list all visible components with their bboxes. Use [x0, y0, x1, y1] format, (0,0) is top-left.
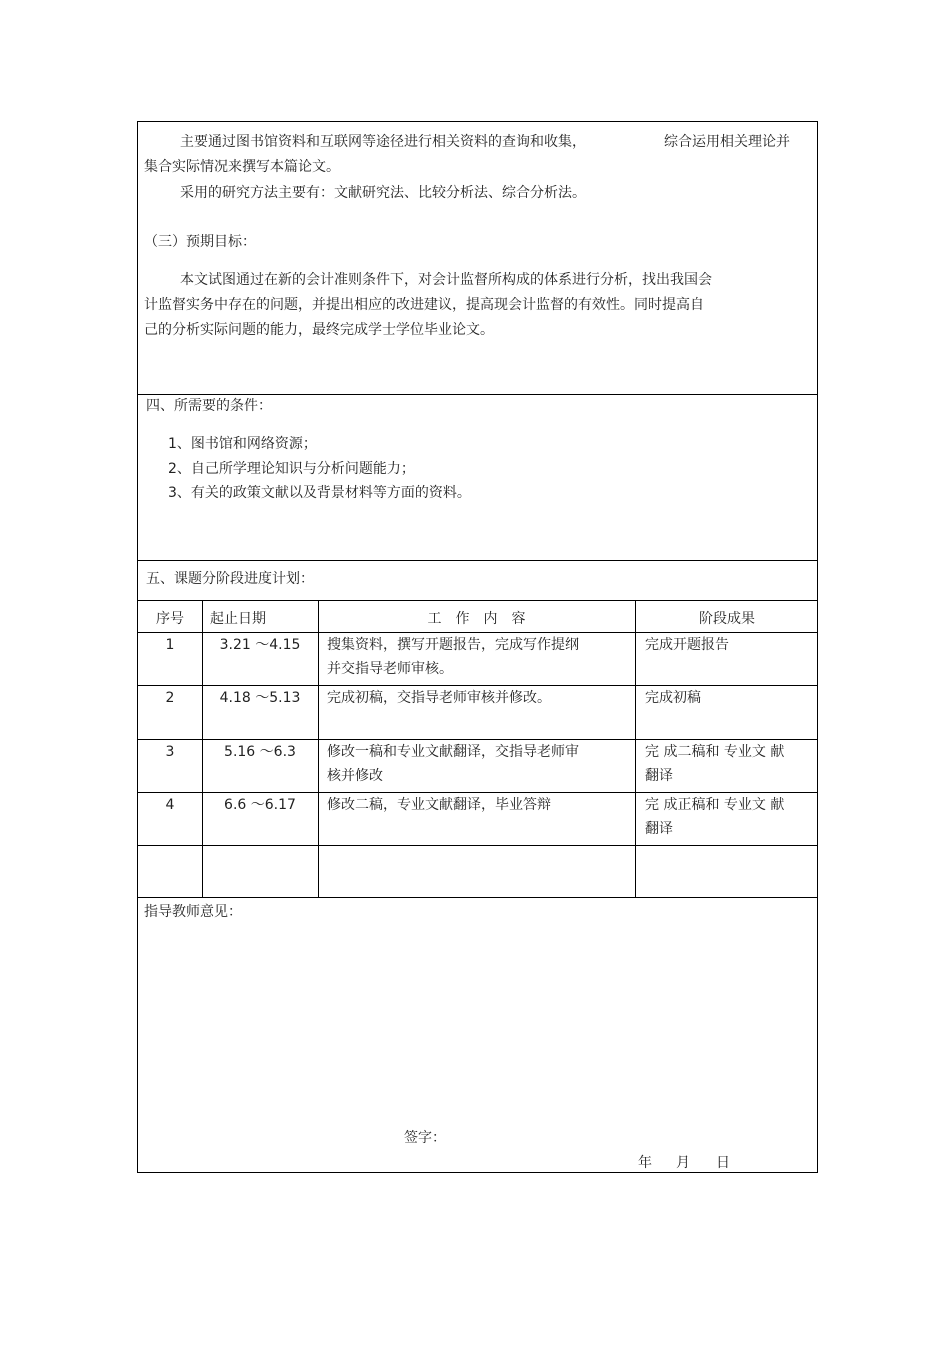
advisor-heading: 指导教师意见：: [144, 904, 242, 920]
row-no: 1: [165, 637, 175, 653]
row-result: 完成初稿: [645, 690, 701, 706]
date-month-label: 月: [676, 1155, 690, 1171]
date-day-label: 日: [716, 1155, 730, 1171]
row-no: 3: [165, 744, 175, 760]
paragraph-text: 采用的研究方法主要有：文献研究法、比较分析法、综合分析法。: [180, 185, 586, 201]
row-content: 核并修改: [327, 768, 383, 784]
paragraph-text: 己的分析实际问题的能力，最终完成学士学位毕业论文。: [144, 322, 494, 338]
list-item: 2、自己所学理论知识与分析问题能力；: [168, 461, 415, 477]
row-content: 完成初稿，交指导老师审核并修改。: [327, 690, 551, 706]
divider: [138, 845, 817, 846]
row-date: 3.21 ～4.15: [219, 637, 301, 653]
divider: [138, 600, 817, 601]
subheading: （三）预期目标：: [144, 234, 256, 250]
row-result: 完 成二稿和 专业文 献: [645, 744, 785, 760]
column-header-content: 工 作 内 容: [427, 611, 526, 627]
list-item: 3、有关的政策文献以及背景材料等方面的资料。: [168, 485, 471, 501]
column-header-date: 起止日期: [210, 611, 266, 627]
divider: [138, 560, 817, 561]
row-no: 2: [165, 690, 175, 706]
list-item: 1、图书馆和网络资源；: [168, 436, 317, 452]
paragraph-text: 主要通过图书馆资料和互联网等途径进行相关资料的查询和收集，: [180, 134, 586, 150]
paragraph-text: 集合实际情况来撰写本篇论文。: [144, 159, 340, 175]
row-result: 完 成正稿和 专业文 献: [645, 797, 785, 813]
column-header-result: 阶段成果: [699, 611, 755, 627]
proposal-form-table: [137, 121, 818, 1173]
divider: [138, 897, 817, 898]
row-date: 4.18 ～5.13: [219, 690, 301, 706]
section-heading: 五、课题分阶段进度计划：: [146, 571, 314, 587]
row-result: 翻译: [645, 821, 673, 837]
column-header-no: 序号: [156, 611, 184, 627]
paragraph-text: 计监督实务中存在的问题，并提出相应的改进建议，提高现会计监督的有效性。同时提高自: [144, 297, 704, 313]
row-date: 5.16 ～6.3: [224, 744, 296, 760]
row-content: 修改一稿和专业文献翻译，交指导老师审: [327, 744, 579, 760]
column-divider: [635, 600, 636, 897]
signature-label: 签字：: [404, 1130, 446, 1146]
row-result: 完成开题报告: [645, 637, 729, 653]
row-date: 6.6 ～6.17: [224, 797, 296, 813]
divider: [138, 394, 817, 395]
row-no: 4: [165, 797, 175, 813]
row-content: 并交指导老师审核。: [327, 661, 453, 677]
paragraph-text: 本文试图通过在新的会计准则条件下，对会计监督所构成的体系进行分析，找出我国会: [180, 272, 712, 288]
row-result: 翻译: [645, 768, 673, 784]
column-divider: [318, 600, 319, 897]
row-content: 修改二稿，专业文献翻译，毕业答辩: [327, 797, 551, 813]
row-content: 搜集资料，撰写开题报告，完成写作提纲: [327, 637, 579, 653]
paragraph-text: 综合运用相关理论并: [664, 134, 790, 150]
date-year-label: 年: [638, 1155, 652, 1171]
section-heading: 四、所需要的条件：: [146, 398, 272, 414]
